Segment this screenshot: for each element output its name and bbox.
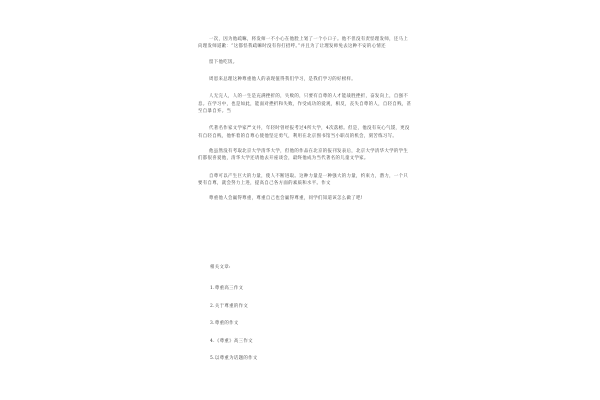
list-item <box>210 303 410 321</box>
article-paragraph: 自尊可以产生巨大的力量，使人不断进取。这种力量是一种强大的力量，约束力，潜力，一个只要有自尊，就会努力上进，提高自己各方面的素质和水平。作文 <box>198 173 409 186</box>
related-articles-header: 相关文章: <box>210 265 231 270</box>
list-item <box>210 285 410 303</box>
related-article-link[interactable]: 4.《尊重》高三作文 <box>210 338 253 344</box>
article-body <box>198 36 412 211</box>
related-articles <box>210 264 410 373</box>
article-paragraph: 留下他吃饭。 <box>209 59 238 65</box>
related-article-link[interactable]: 5.以尊重为话题的作文 <box>210 356 258 362</box>
list-item <box>210 338 410 356</box>
article-paragraph: 周恩来总理这种尊重他人的表现值得我们学习，是我们学习的好榜样。 <box>209 77 356 83</box>
article-paragraph: 他虽然没有考取北京大学清华大学，但他的作品在北京的报刊发表后，北京大学清华大学的学生们都很喜爱他，清华大学还请他去开座谈会，最终他成为当代著名的儿童文学家。 <box>198 149 409 162</box>
related-articles-list <box>210 285 410 373</box>
related-article-link[interactable]: 1.尊重高三作文 <box>210 286 244 291</box>
list-item <box>210 320 410 338</box>
related-article-link[interactable]: 3.尊重的作文 <box>210 321 239 327</box>
article-paragraph: 一次，因为他疏嘛，将发师一不小心在他脸上划了一个小口子。他不但没有责怪理发师，还马上向理发师道歉：“这都怪我疏嘛时没有你打招呼。”并且为了让理发师免去这种不安的心情还 <box>198 37 409 50</box>
article-paragraph: 人无完人，人的一生是充满挫折的，失败的，只要有自尊的人才能战胜挫折，奋发向上，自强不息。在学习中，也是如此，能面对挫折和失败，作受成功的爱观，相反，丧失自尊的人，自轻自贱，甚至自暴自弃。当 <box>198 94 412 114</box>
related-article-link[interactable]: 2.关于尊重的作文 <box>210 303 249 309</box>
list-item <box>210 355 410 373</box>
article-paragraph: 尊重他人会赢得尊重，尊重自己也会赢得尊重，同学们知道该怎么做了吧! <box>209 196 363 202</box>
article-paragraph: 代著名作家文学家严文井，年轻时曾经报考过4所大学，4次落榜。但是，他没有灰心气馁，更没有自轻自贱，他怀着的自尊心使他坚定勇气，利用在北京图书馆当小职员的机会，刻苦练习写。 <box>198 126 410 139</box>
